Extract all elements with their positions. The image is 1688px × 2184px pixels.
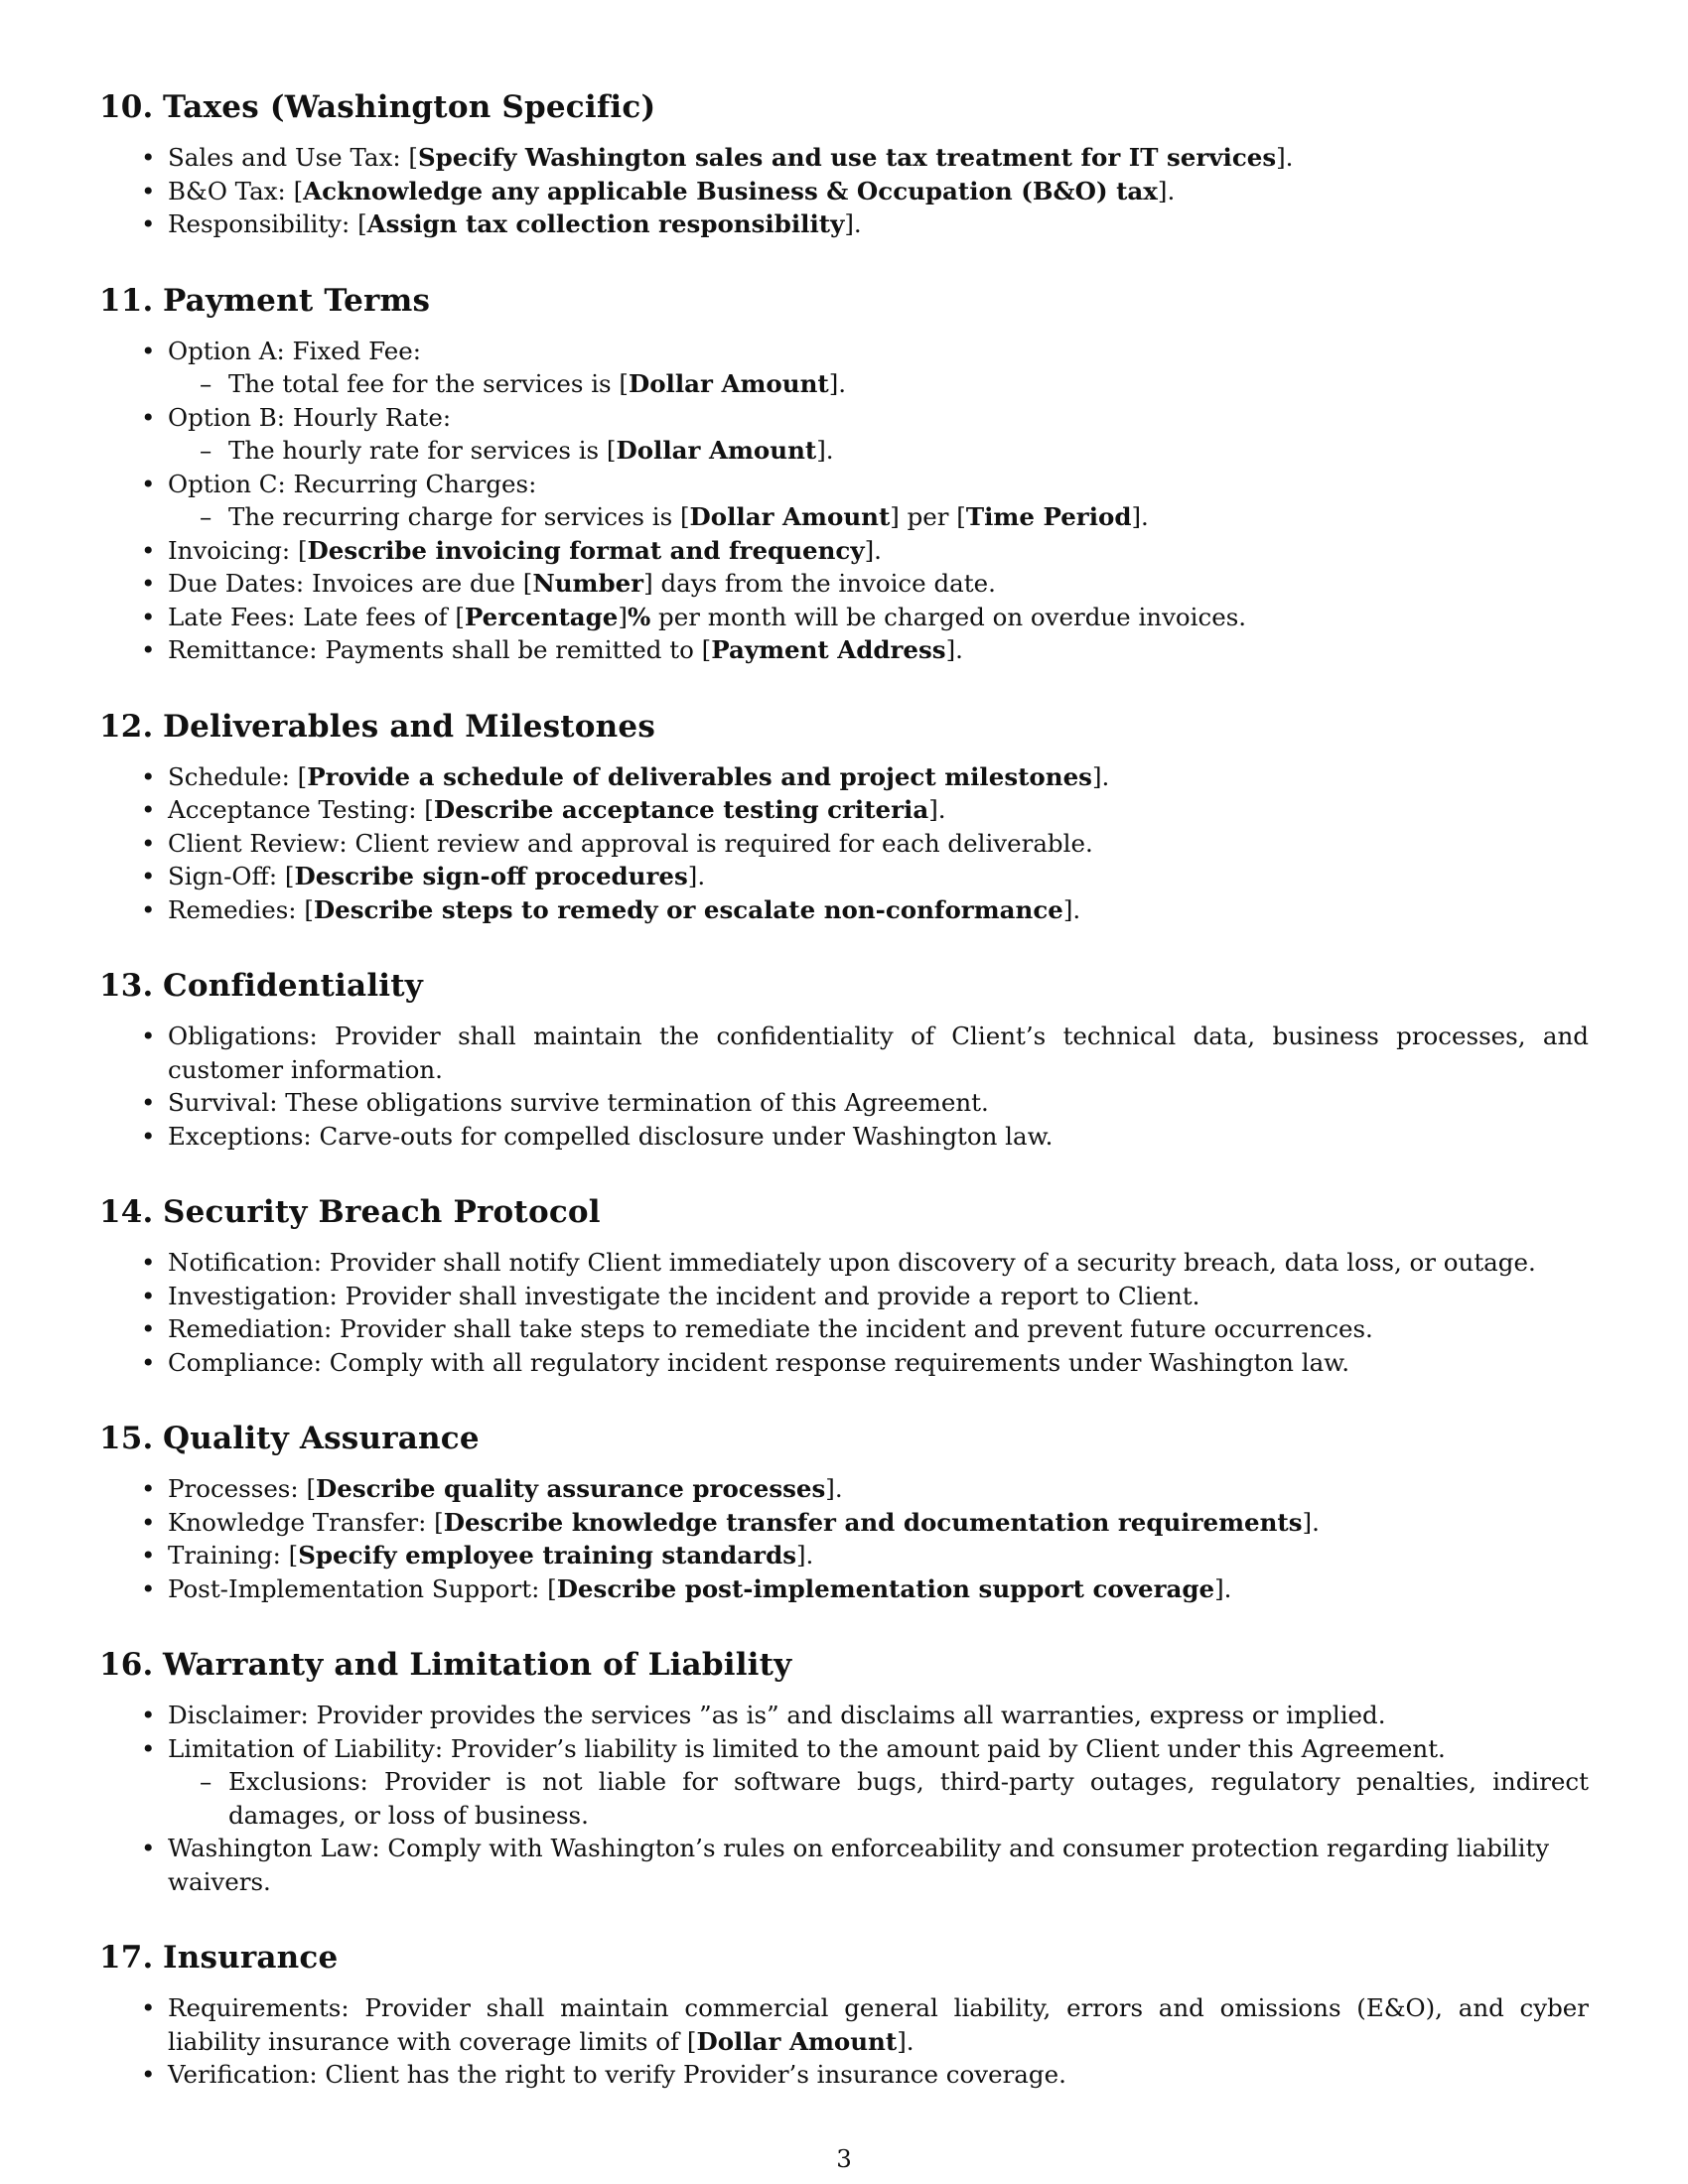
section-heading: 15. Quality Assurance <box>99 1421 480 1456</box>
list-item: • Investigation: Provider shall investigate the incident and provide a report to Client. <box>99 1280 1589 1313</box>
sub-list-item: – The total fee for the services is [Dollar Amount]. <box>168 367 1589 401</box>
section-quality-assurance <box>99 1417 1589 1605</box>
list-item: • Washington Law: Comply with Washington’s rules on enforceability and consumer protection regarding liability waivers. <box>99 1832 1589 1898</box>
list-item: • Remediation: Provider shall take steps to remediate the incident and prevent future occurrences. <box>99 1312 1589 1346</box>
section-heading: 13. Confidentiality <box>99 968 424 1004</box>
list-item: • Obligations: Provider shall maintain the confidentiality of Client’s technical data, business processes, and customer information. <box>99 1020 1589 1086</box>
bullet-list <box>99 1991 1589 2092</box>
list-item: • Late Fees: Late fees of [Percentage]% per month will be charged on overdue invoices. <box>99 601 1589 634</box>
list-item: • Client Review: Client review and approval is required for each deliverable. <box>99 827 1589 861</box>
list-item: • Due Dates: Invoices are due [Number] days from the invoice date. <box>99 567 1589 601</box>
list-item: • Notification: Provider shall notify Client immediately upon discovery of a security breach, data loss, or outage. <box>99 1246 1589 1280</box>
sub-list <box>168 500 1589 534</box>
list-item: • Option B: Hourly Rate: – The hourly rate for services is [Dollar Amount]. <box>99 401 1589 468</box>
page-number: 3 <box>836 2144 852 2173</box>
list-item: • B&O Tax: [Acknowledge any applicable Business & Occupation (B&O) tax]. <box>99 175 1589 208</box>
section-warranty-liability <box>99 1643 1589 1898</box>
list-item: • Compliance: Comply with all regulatory incident response requirements under Washington law. <box>99 1346 1589 1380</box>
bullet-list <box>99 760 1589 927</box>
section-heading: 11. Payment Terms <box>99 282 431 319</box>
list-item: • Schedule: [Provide a schedule of deliverables and project milestones]. <box>99 760 1589 794</box>
sub-list <box>168 1765 1589 1832</box>
list-item: • Acceptance Testing: [Describe acceptance testing criteria]. <box>99 793 1589 827</box>
list-item: • Remittance: Payments shall be remitted to [Payment Address]. <box>99 633 1589 667</box>
list-item: • Sales and Use Tax: [Specify Washington sales and use tax treatment for IT services]. <box>99 141 1589 175</box>
section-insurance <box>99 1936 1589 2092</box>
list-item: • Training: [Specify employee training standards]. <box>99 1539 1589 1572</box>
list-item: • Processes: [Describe quality assurance processes]. <box>99 1472 1589 1506</box>
sub-list <box>168 367 1589 401</box>
list-item: • Responsibility: [Assign tax collection responsibility]. <box>99 207 1589 241</box>
section-security-breach <box>99 1190 1589 1379</box>
section-heading: 12. Deliverables and Milestones <box>99 708 655 745</box>
sub-list-item: – The hourly rate for services is [Dollar Amount]. <box>168 434 1589 468</box>
bullet-list <box>99 1699 1589 1898</box>
list-item: • Post-Implementation Support: [Describe post-implementation support coverage]. <box>99 1572 1589 1606</box>
document-body <box>99 85 1589 2129</box>
list-item: • Remedies: [Describe steps to remedy or escalate non-conformance]. <box>99 893 1589 927</box>
list-item: • Limitation of Liability: Provider’s liability is limited to the amount paid by Client under this Agreement. – Exclusions: Provider is not liable for software bugs, third-party outages, regulatory penalties, indirect damages, or loss of business. <box>99 1732 1589 1833</box>
list-item: • Invoicing: [Describe invoicing format and frequency]. <box>99 534 1589 568</box>
list-item: • Sign-Off: [Describe sign-off procedures]. <box>99 860 1589 893</box>
list-item: • Knowledge Transfer: [Describe knowledge transfer and documentation requirements]. <box>99 1506 1589 1540</box>
list-item: • Verification: Client has the right to verify Provider’s insurance coverage. <box>99 2058 1589 2092</box>
list-item: • Disclaimer: Provider provides the services ”as is” and disclaims all warranties, express or implied. <box>99 1699 1589 1732</box>
section-payment-terms <box>99 279 1589 667</box>
list-item: • Exceptions: Carve-outs for compelled disclosure under Washington law. <box>99 1120 1589 1154</box>
list-item: • Requirements: Provider shall maintain commercial general liability, errors and omissions (E&O), and cyber liability insurance with coverage limits of [Dollar Amount]. <box>99 1991 1589 2058</box>
sub-list <box>168 434 1589 468</box>
section-heading: 17. Insurance <box>99 1940 339 1976</box>
section-heading: 14. Security Breach Protocol <box>99 1194 601 1230</box>
list-item: • Option A: Fixed Fee: – The total fee for the services is [Dollar Amount]. <box>99 335 1589 401</box>
bullet-list <box>99 141 1589 241</box>
bullet-list <box>99 1246 1589 1379</box>
sub-list-item: – The recurring charge for services is [Dollar Amount] per [Time Period]. <box>168 500 1589 534</box>
section-heading: 16. Warranty and Limitation of Liability <box>99 1647 792 1683</box>
bullet-list <box>99 1020 1589 1153</box>
section-taxes <box>99 85 1589 241</box>
section-heading: 10. Taxes (Washington Specific) <box>99 89 656 125</box>
bullet-list <box>99 1472 1589 1605</box>
section-deliverables <box>99 705 1589 927</box>
bullet-list <box>99 335 1589 667</box>
sub-list-item: – Exclusions: Provider is not liable for software bugs, third-party outages, regulatory penalties, indirect damages, or loss of business. <box>168 1765 1589 1832</box>
section-confidentiality <box>99 964 1589 1153</box>
list-item: • Survival: These obligations survive termination of this Agreement. <box>99 1086 1589 1120</box>
list-item: • Option C: Recurring Charges: – The recurring charge for services is [Dollar Amount] per [Time Period]. <box>99 468 1589 534</box>
